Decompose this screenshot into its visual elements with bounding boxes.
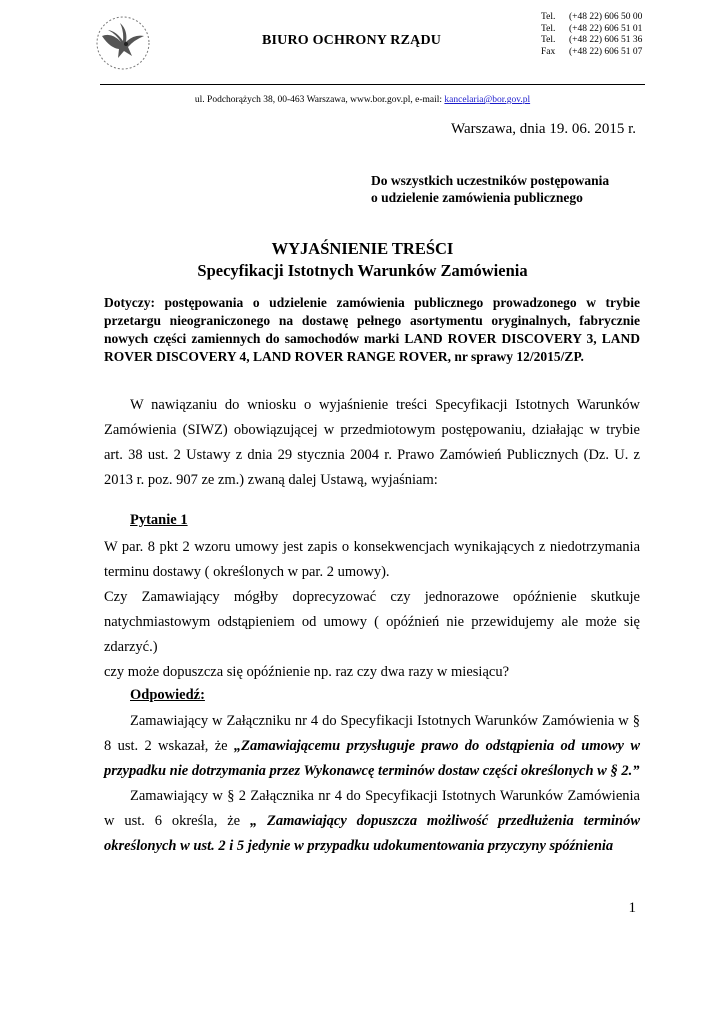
- answer-heading: Odpowiedź:: [130, 687, 205, 703]
- email-link[interactable]: kancelaria@bor.gov.pl: [444, 95, 531, 105]
- contact-row: [541, 35, 642, 47]
- eagle-emblem-icon: [94, 14, 152, 72]
- recipient-block: [371, 172, 609, 206]
- answer-text: Zamawiający w Załączniku nr 4 do Specyfikacji Istotnych Warunków Zamówienia w § 8 ust. 2 wskazał, że: [104, 713, 640, 754]
- contact-block: [541, 12, 642, 58]
- contact-number: (+48 22) 606 51 07: [569, 46, 643, 57]
- contact-label: Tel.: [541, 23, 556, 34]
- contact-number: (+48 22) 606 50 00: [569, 12, 643, 22]
- question-paragraph: W par. 8 pkt 2 wzoru umowy jest zapis o konsekwencjach wynikających z niedotrzymania terminu dostawy ( określonych w par. 2 umowy).: [104, 539, 640, 580]
- header-divider: [100, 84, 645, 85]
- question-body: [104, 535, 640, 685]
- subject-paragraph: Dotyczy: postępowania o udzielenie zamówienia publicznego prowadzonego w trybie przetargu nieograniczonego na dostawę pełnego asortymentu oryginalnych, fabrycznie nowych części zamiennych do samochodów marki LAND ROVER DISCOVERY 3, LAND ROVER DISCOVERY 4, LAND ROVER RANGE ROVER, nr sprawy 12/2015/ZP.: [104, 295, 640, 364]
- answer-body: [104, 709, 640, 859]
- question-paragraph: Czy Zamawiający mógłby doprecyzować czy jednorazowe opóźnienie skutkuje natychmiastowym odstąpieniem od umowy ( opóźnień nie przewidujemy ale może się zdarzyć.): [104, 589, 640, 655]
- contact-row: [541, 12, 642, 24]
- answer-paragraph: [104, 709, 640, 784]
- document-date: Warszawa, dnia 19. 06. 2015 r.: [451, 121, 636, 137]
- address-line: [0, 95, 725, 105]
- contact-row: [541, 24, 642, 36]
- title-line: WYJAŚNIENIE TREŚCI: [271, 239, 454, 258]
- document-title: [0, 238, 725, 282]
- contact-row: [541, 47, 642, 59]
- intro-paragraph: W nawiązaniu do wniosku o wyjaśnienie treści Specyfikacji Istotnych Warunków Zamówienia (SIWZ) obowiązującej w przedmiotowym postępowaniu, działając w trybie art. 38 ust. 2 Ustawy z dnia 29 stycznia 2004 r. Prawo Zamówień Publicznych (Dz. U. z 2013 r. poz. 907 ze zm.) zwaną dalej Ustawą, wyjaśniam:: [104, 397, 640, 488]
- answer-quote: „ Zamawiający dopuszcza możliwość przedłużenia terminów określonych w ust. 2 i 5 jedynie w przypadku udokumentowania przyczyny spóźnienia: [104, 813, 641, 854]
- question-heading: Pytanie 1: [130, 512, 188, 528]
- recipient-line: Do wszystkich uczestników postępowania: [371, 173, 610, 188]
- title-line: Specyfikacji Istotnych Warunków Zamówienia: [197, 261, 528, 280]
- question-paragraph: czy może dopuszcza się opóźnienie np. raz czy dwa razy w miesiącu?: [104, 664, 510, 680]
- contact-label: Tel.: [541, 35, 556, 45]
- contact-label: Fax: [541, 46, 556, 57]
- answer-paragraph: [104, 784, 640, 859]
- contact-label: Tel.: [541, 12, 556, 22]
- answer-quote: „Zamawiającemu przysługuje prawo do odstąpienia od umowy w przypadku nie dotrzymania przez Wykonawcę terminów dostaw części określonych w § 2.”: [104, 738, 640, 779]
- contact-number: (+48 22) 606 51 01: [569, 23, 643, 34]
- answer-text: Zamawiający w § 2 Załącznika nr 4 do Specyfikacji Istotnych Warunków Zamówienia w ust. 6 określa, że: [104, 788, 640, 829]
- page-number: 1: [628, 900, 636, 916]
- address-text: ul. Podchorążych 38, 00-463 Warszawa, www.bor.gov.pl, e-mail:: [194, 95, 445, 105]
- recipient-line: o udzielenie zamówienia publicznego: [371, 190, 583, 205]
- contact-number: (+48 22) 606 51 36: [569, 35, 643, 45]
- organization-name: BIURO OCHRONY RZĄDU: [262, 33, 442, 48]
